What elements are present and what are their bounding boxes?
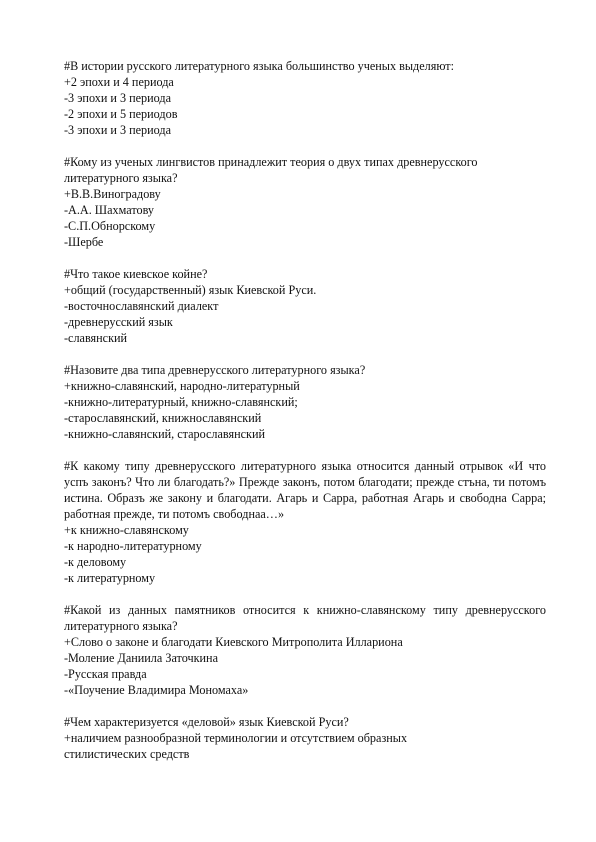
- question-text-line: литературного языка?: [64, 171, 178, 185]
- question-text: #В истории русского литературного языка большинство ученых выделяют:: [64, 59, 454, 73]
- question-block-3: [64, 266, 546, 346]
- question-block-1: [64, 58, 546, 138]
- question-text: #Какой из данных памятников относится к книжно-славянскому типу древнерусского литературного языка?: [64, 603, 546, 633]
- question-text-line: #Кому из ученых лингвистов принадлежит теория о двух типах древнерусского: [64, 155, 478, 169]
- answer-option: -Шербе: [64, 235, 104, 249]
- answer-option: -3 эпохи и 3 периода: [64, 123, 172, 137]
- answer-option: -старославянский, книжнославянский: [64, 411, 262, 425]
- answer-option: +2 эпохи и 4 периода: [64, 75, 174, 89]
- answer-option: -С.П.Обнорскому: [64, 219, 156, 233]
- question-text: #Что такое киевское койне?: [64, 267, 208, 281]
- answer-option: -Моление Даниила Заточкина: [64, 651, 218, 665]
- question-block-6: [64, 602, 546, 698]
- answer-option: -А.А. Шахматову: [64, 203, 155, 217]
- answer-option: +В.В.Виноградову: [64, 187, 161, 201]
- question-block-2: [64, 154, 546, 250]
- answer-option: -древнерусский язык: [64, 315, 173, 329]
- answer-option: +Слово о законе и благодати Киевского Митрополита Иллариона: [64, 635, 403, 649]
- question-text: #Назовите два типа древнерусского литературного языка?: [64, 363, 366, 377]
- answer-option-continuation: стилистических средств: [64, 747, 190, 761]
- question-block-7: [64, 714, 546, 762]
- answer-option: -восточнославянский диалект: [64, 299, 219, 313]
- answer-option: -Русская правда: [64, 667, 147, 681]
- answer-option: -книжно-славянский, старославянский: [64, 427, 265, 441]
- answer-option: -«Поучение Владимира Мономаха»: [64, 683, 249, 697]
- answer-option: +к книжно-славянскому: [64, 523, 189, 537]
- answer-option: -славянский: [64, 331, 128, 345]
- answer-option: +общий (государственный) язык Киевской Руси.: [64, 283, 317, 297]
- question-text: #Чем характеризуется «деловой» язык Киевской Руси?: [64, 715, 349, 729]
- answer-option: -3 эпохи и 3 периода: [64, 91, 172, 105]
- answer-option: -к народно-литературному: [64, 539, 202, 553]
- question-block-4: [64, 362, 546, 442]
- answer-option: -книжно-литературный, книжно-славянский;: [64, 395, 298, 409]
- answer-option: -к деловому: [64, 555, 127, 569]
- question-block-5: [64, 458, 546, 586]
- answer-option: -2 эпохи и 5 периодов: [64, 107, 178, 121]
- question-text: #К какому типу древнерусского литературного языка относится данный отрывок «И что успъ законъ? Что ли благодать?» Прежде законъ, потом благодати; прежде стъна, ти потомъ истина. Образъ же закону и благодати. Агарь и Сарра, работная Агарь и свободна Сарра; работная прежде, ти потомъ свободнаа…»: [64, 459, 546, 521]
- answer-option: +наличием разнообразной терминологии и отсутствием образных: [64, 731, 408, 745]
- answer-option: +книжно-славянский, народно-литературный: [64, 379, 300, 393]
- answer-option: -к литературному: [64, 571, 156, 585]
- document-content: [64, 58, 546, 778]
